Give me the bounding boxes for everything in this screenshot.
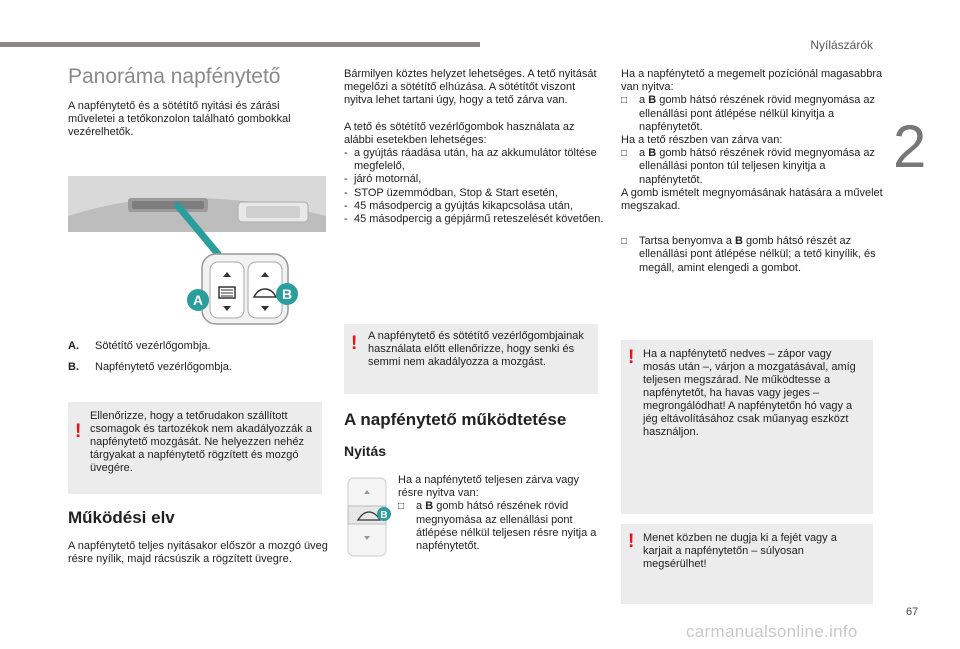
section-title: Nyílászárók (810, 38, 873, 52)
list-item: - 45 másodpercig a gyújtás kikapcsolása után, (344, 199, 573, 212)
warning-text: A napfénytető és sötétítő vezérlőgombjainak használata előtt ellenőrizze, hogy senki és semmi nem akadályozza a mozgást. (368, 330, 584, 368)
section-heading-operation: A napfénytető működtetése (344, 410, 567, 429)
button-closeup-figure (346, 476, 392, 558)
legend-key: A. (68, 340, 79, 352)
list-item: □ a B gomb hátsó részének rövid megnyomása az ellenállási pont átlépése nélkül kinyitja a napfénytetőt. (621, 94, 876, 133)
exclamation-icon: ! (628, 531, 635, 552)
figure-label-b-small: B (380, 510, 388, 521)
roof-console-figure (68, 176, 326, 326)
legend-key: B. (68, 361, 79, 374)
paragraph: Ha a napfénytető teljesen zárva vagy résre nyitva van: (398, 474, 580, 500)
legend (68, 340, 328, 382)
bullet-square-icon: □ (621, 95, 628, 107)
column-middle (344, 68, 606, 226)
legend-item (68, 340, 328, 353)
list-item: - a gyújtás ráadása után, ha az akkumulátor töltése megfelelő, (344, 147, 597, 173)
bullet-square-icon: □ (398, 501, 405, 513)
paragraph: A tető és sötétítő vezérlőgombok használata az alábbi esetekben lehetséges: (344, 120, 575, 146)
principle-section (68, 508, 328, 566)
column-left (68, 64, 328, 153)
list-item: - STOP üzemmódban, Stop & Start esetén, (344, 186, 558, 199)
section-heading-principle: Működési elv (68, 508, 175, 527)
watermark: carmanualsonline.info (686, 622, 858, 641)
principle-text: A napfénytető teljes nyitásakor először a mozgó üveg résre nyílik, majd rácsúszik a rögzített üvegre. (68, 540, 328, 566)
operation-section (344, 410, 606, 460)
paragraph: A gomb ismételt megnyomásának hatására a művelet megszakad. (621, 186, 883, 213)
bullet-square-icon: □ (621, 148, 628, 160)
list-item: - 45 másodpercig a gépjármű reteszelését követően. (344, 213, 604, 226)
list-item: □ Tartsa benyomva a B gomb hátsó részét az ellenállási pont átlépése nélkül; a tető kinyílik, és megáll, amint elengedi a gombot. (621, 235, 876, 274)
subheading-opening: Nyitás (344, 443, 387, 459)
exclamation-icon: ! (75, 421, 82, 442)
figure-label-b: B (281, 286, 293, 302)
page-title: Panoráma napfénytető (68, 65, 281, 88)
intro-text: A napfénytető és a sötétítő nyitási és zárási műveletei a tetőkonzolon található gombokkal vezérelhetők. (68, 100, 291, 139)
legend-text: Sötétítő vezérlőgombja. (95, 340, 211, 352)
list-item: □ a B gomb hátsó részének rövid megnyomása az ellenállási ponton túl teljesen kinyitja a napfénytetőt. (621, 147, 876, 186)
list-item: - járó motornál, (344, 173, 422, 186)
paragraph: Ha a napfénytető a megemelt pozíciónál magasabbra van nyitva: (621, 68, 883, 94)
warning-box-wet-roof (621, 340, 873, 514)
bullet-square-icon: □ (621, 236, 628, 248)
warning-text: Ha a napfénytető nedves – zápor vagy mosás után –, várjon a mozgatásával, amíg teljesen megszárad. Ne működtesse a napfénytetőt, ha havas vagy jeges – megrongálódhat! A napfénytetőn hó vagy a jég eltávolításához csak műanyag eszközt használjon. (643, 348, 856, 438)
column-right (621, 68, 886, 275)
warning-box-roof-load (68, 402, 322, 494)
paragraph: Bármilyen köztes helyzet lehetséges. A tető nyitását megelőzi a sötétítő elhúzása. A sötétítőt viszont nyitva lehet tartani úgy, hogy a tető zárva van. (344, 68, 597, 107)
paragraph: Ha a tető részben van zárva van: (621, 134, 783, 147)
warning-box-obstruction (344, 324, 598, 394)
exclamation-icon: ! (628, 347, 635, 368)
legend-text: Napfénytető vezérlőgombja. (95, 361, 232, 374)
exclamation-icon: ! (351, 333, 358, 354)
header-rule (0, 42, 480, 47)
list-item: □ a B gomb hátsó részének rövid megnyomása az ellenállási pont átlépése nélkül teljesen résre nyitja a napfénytetőt. (398, 500, 597, 553)
opening-text (398, 474, 600, 553)
warning-text: Menet közben ne dugja ki a fejét vagy a karjait a napfénytetőn – súlyosan megsérülhet! (643, 532, 837, 570)
page-number: 67 (906, 606, 919, 618)
legend-item (68, 361, 328, 374)
warning-text: Ellenőrizze, hogy a tetőrudakon szállított csomagok és tartozékok nem akadályozzák a napfénytető mozgását. Ne helyezzen nehéz tárgyakat a napfénytető rögzített és mozgó üvegére. (90, 410, 312, 474)
chapter-number: 2 (893, 113, 927, 180)
warning-box-head-arms (621, 524, 873, 604)
figure-label-a: A (192, 292, 204, 308)
